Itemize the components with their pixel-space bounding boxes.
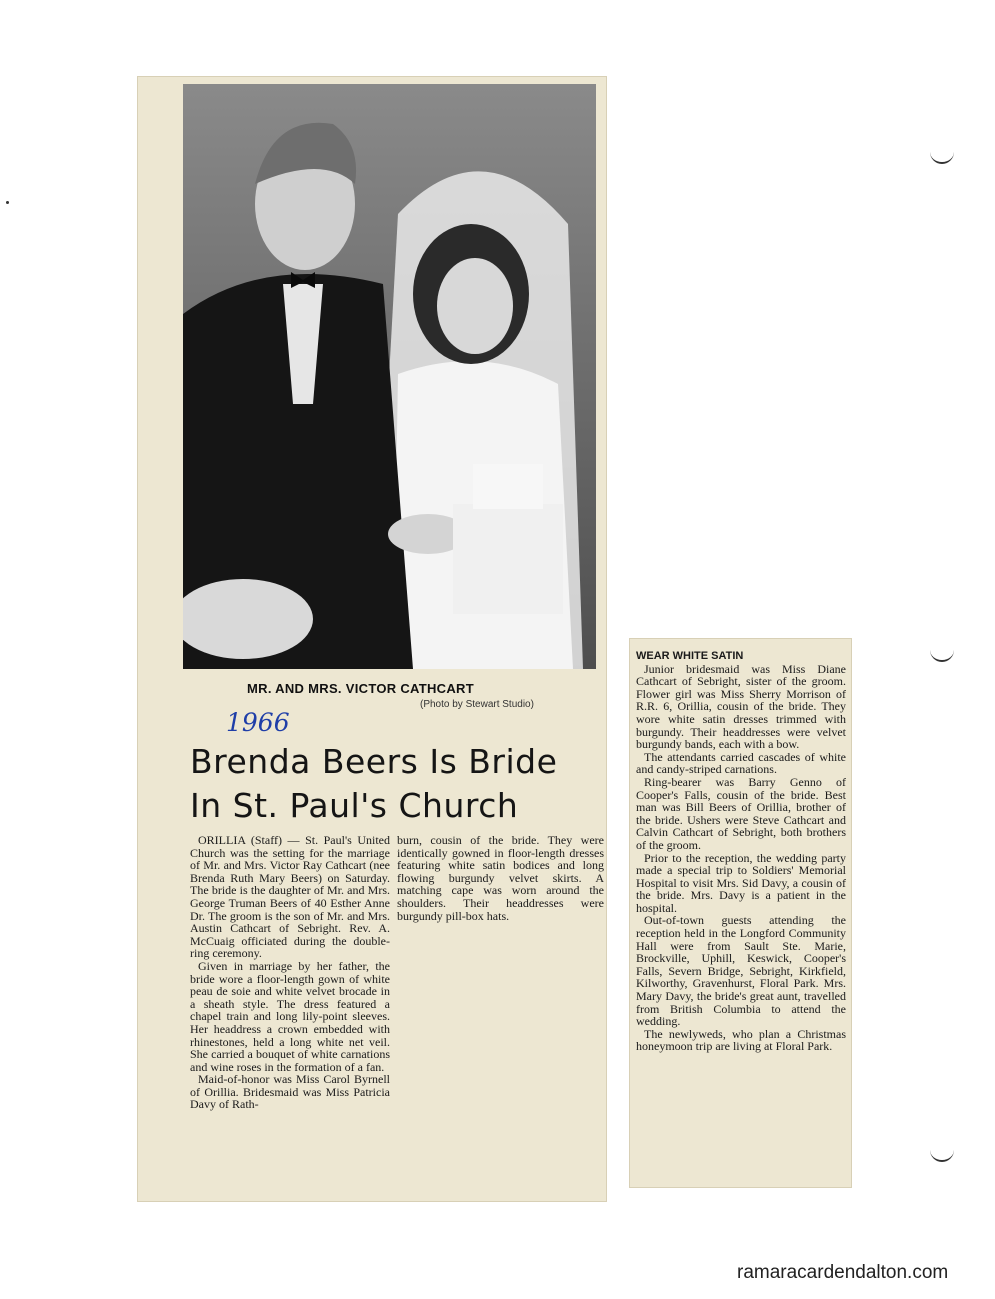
- wedding-photo-illustration: [183, 84, 596, 669]
- photo-credit: (Photo by Stewart Studio): [420, 699, 534, 710]
- binder-hole-bottom: [930, 1148, 954, 1162]
- binder-hole-top: [930, 150, 954, 164]
- photo-caption: MR. AND MRS. VICTOR CATHCART: [247, 681, 474, 696]
- paragraph: Given in marriage by her father, the bride wore a floor-length gown of white peau de soie and white velvet brocade in a sheath style. The dress featured a chapel train and long lily-point sleeves. Her headdress a crown embedded with rhinestones, held a long white net veil. She carried a bouquet of white carnations and wine roses in the formation of a fan.: [190, 958, 390, 1074]
- article-column-3: [636, 650, 846, 1053]
- subheading: WEAR WHITE SATIN: [636, 650, 744, 662]
- wedding-photo: [183, 84, 596, 669]
- paragraph: Prior to the reception, the wedding party made a special trip to Soldiers' Memorial Hospital to visit Mrs. Sid Davy, a cousin of the bride. Mrs. Davy is a patient in the hospital.: [636, 850, 846, 915]
- article-column-1: [190, 834, 390, 1111]
- paragraph: Junior bridesmaid was Miss Diane Cathcart of Sebright, sister of the groom. Flower girl was Miss Sherry Morrison of R.R. 6, Orillia, cousin of the bride. They wore white satin dresses trimmed with burgundy. Their headdresses were velvet burgundy bands, each with a bow.: [636, 661, 846, 752]
- handwritten-year: 1966: [226, 708, 290, 737]
- article-column-2: [397, 834, 604, 922]
- site-watermark: ramaracardendalton.com: [737, 1262, 949, 1283]
- paragraph: burn, cousin of the bride. They were identically gowned in floor-length dresses featuring white satin bodices and long flowing burgundy velvet skirts. A matching cape was worn around the shoulders. Their headdresses were burgundy pill-box hats.: [397, 833, 604, 923]
- headline-line-2: In St. Paul's Church: [190, 786, 519, 825]
- paragraph: The newlyweds, who plan a Christmas honeymoon trip are living at Floral Park.: [636, 1026, 846, 1054]
- paragraph: Maid-of-honor was Miss Carol Byrnell of Orillia. Bridesmaid was Miss Patricia Davy of Rath-: [190, 1072, 390, 1112]
- paragraph: ORILLIA (Staff) — St. Paul's United Church was the setting for the marriage of Mr. and Mrs. Victor Ray Cathcart (nee Brenda Ruth Mary Beers) on Saturday. The bride is the daughter of Mr. and Mrs. George Truman Beers of 40 Esther Anne Dr. The groom is the son of Mr. and Mrs. Austin Cathcart of Sebright. Rev. A. McCuaig officiated during the double-ring ceremony.: [190, 833, 390, 961]
- paragraph: Ring-bearer was Barry Genno of Cooper's Falls, cousin of the bride. Best man was Bill Beers of Orillia, brother of the bride. Ushers were Steve Cathcart and Calvin Cathcart of Sebright, both brothers of the groom.: [636, 774, 846, 852]
- paragraph: Out-of-town guests attending the reception held in the Longford Community Hall were from Sault Ste. Marie, Brockville, Uphill, Keswick, Cooper's Falls, Severn Bridge, Sebright, Kirkfield, Kilworthy, Gravenhurst, Floral Park. Mrs. Mary Davy, the bride's great aunt, travelled from British Columbia to attend the wedding.: [636, 913, 846, 1029]
- binder-hole-middle: [930, 648, 954, 662]
- headline-line-1: Brenda Beers Is Bride: [190, 742, 558, 781]
- stray-mark: [6, 201, 9, 204]
- paragraph: The attendants carried cascades of white and candy-striped carnations.: [636, 749, 846, 777]
